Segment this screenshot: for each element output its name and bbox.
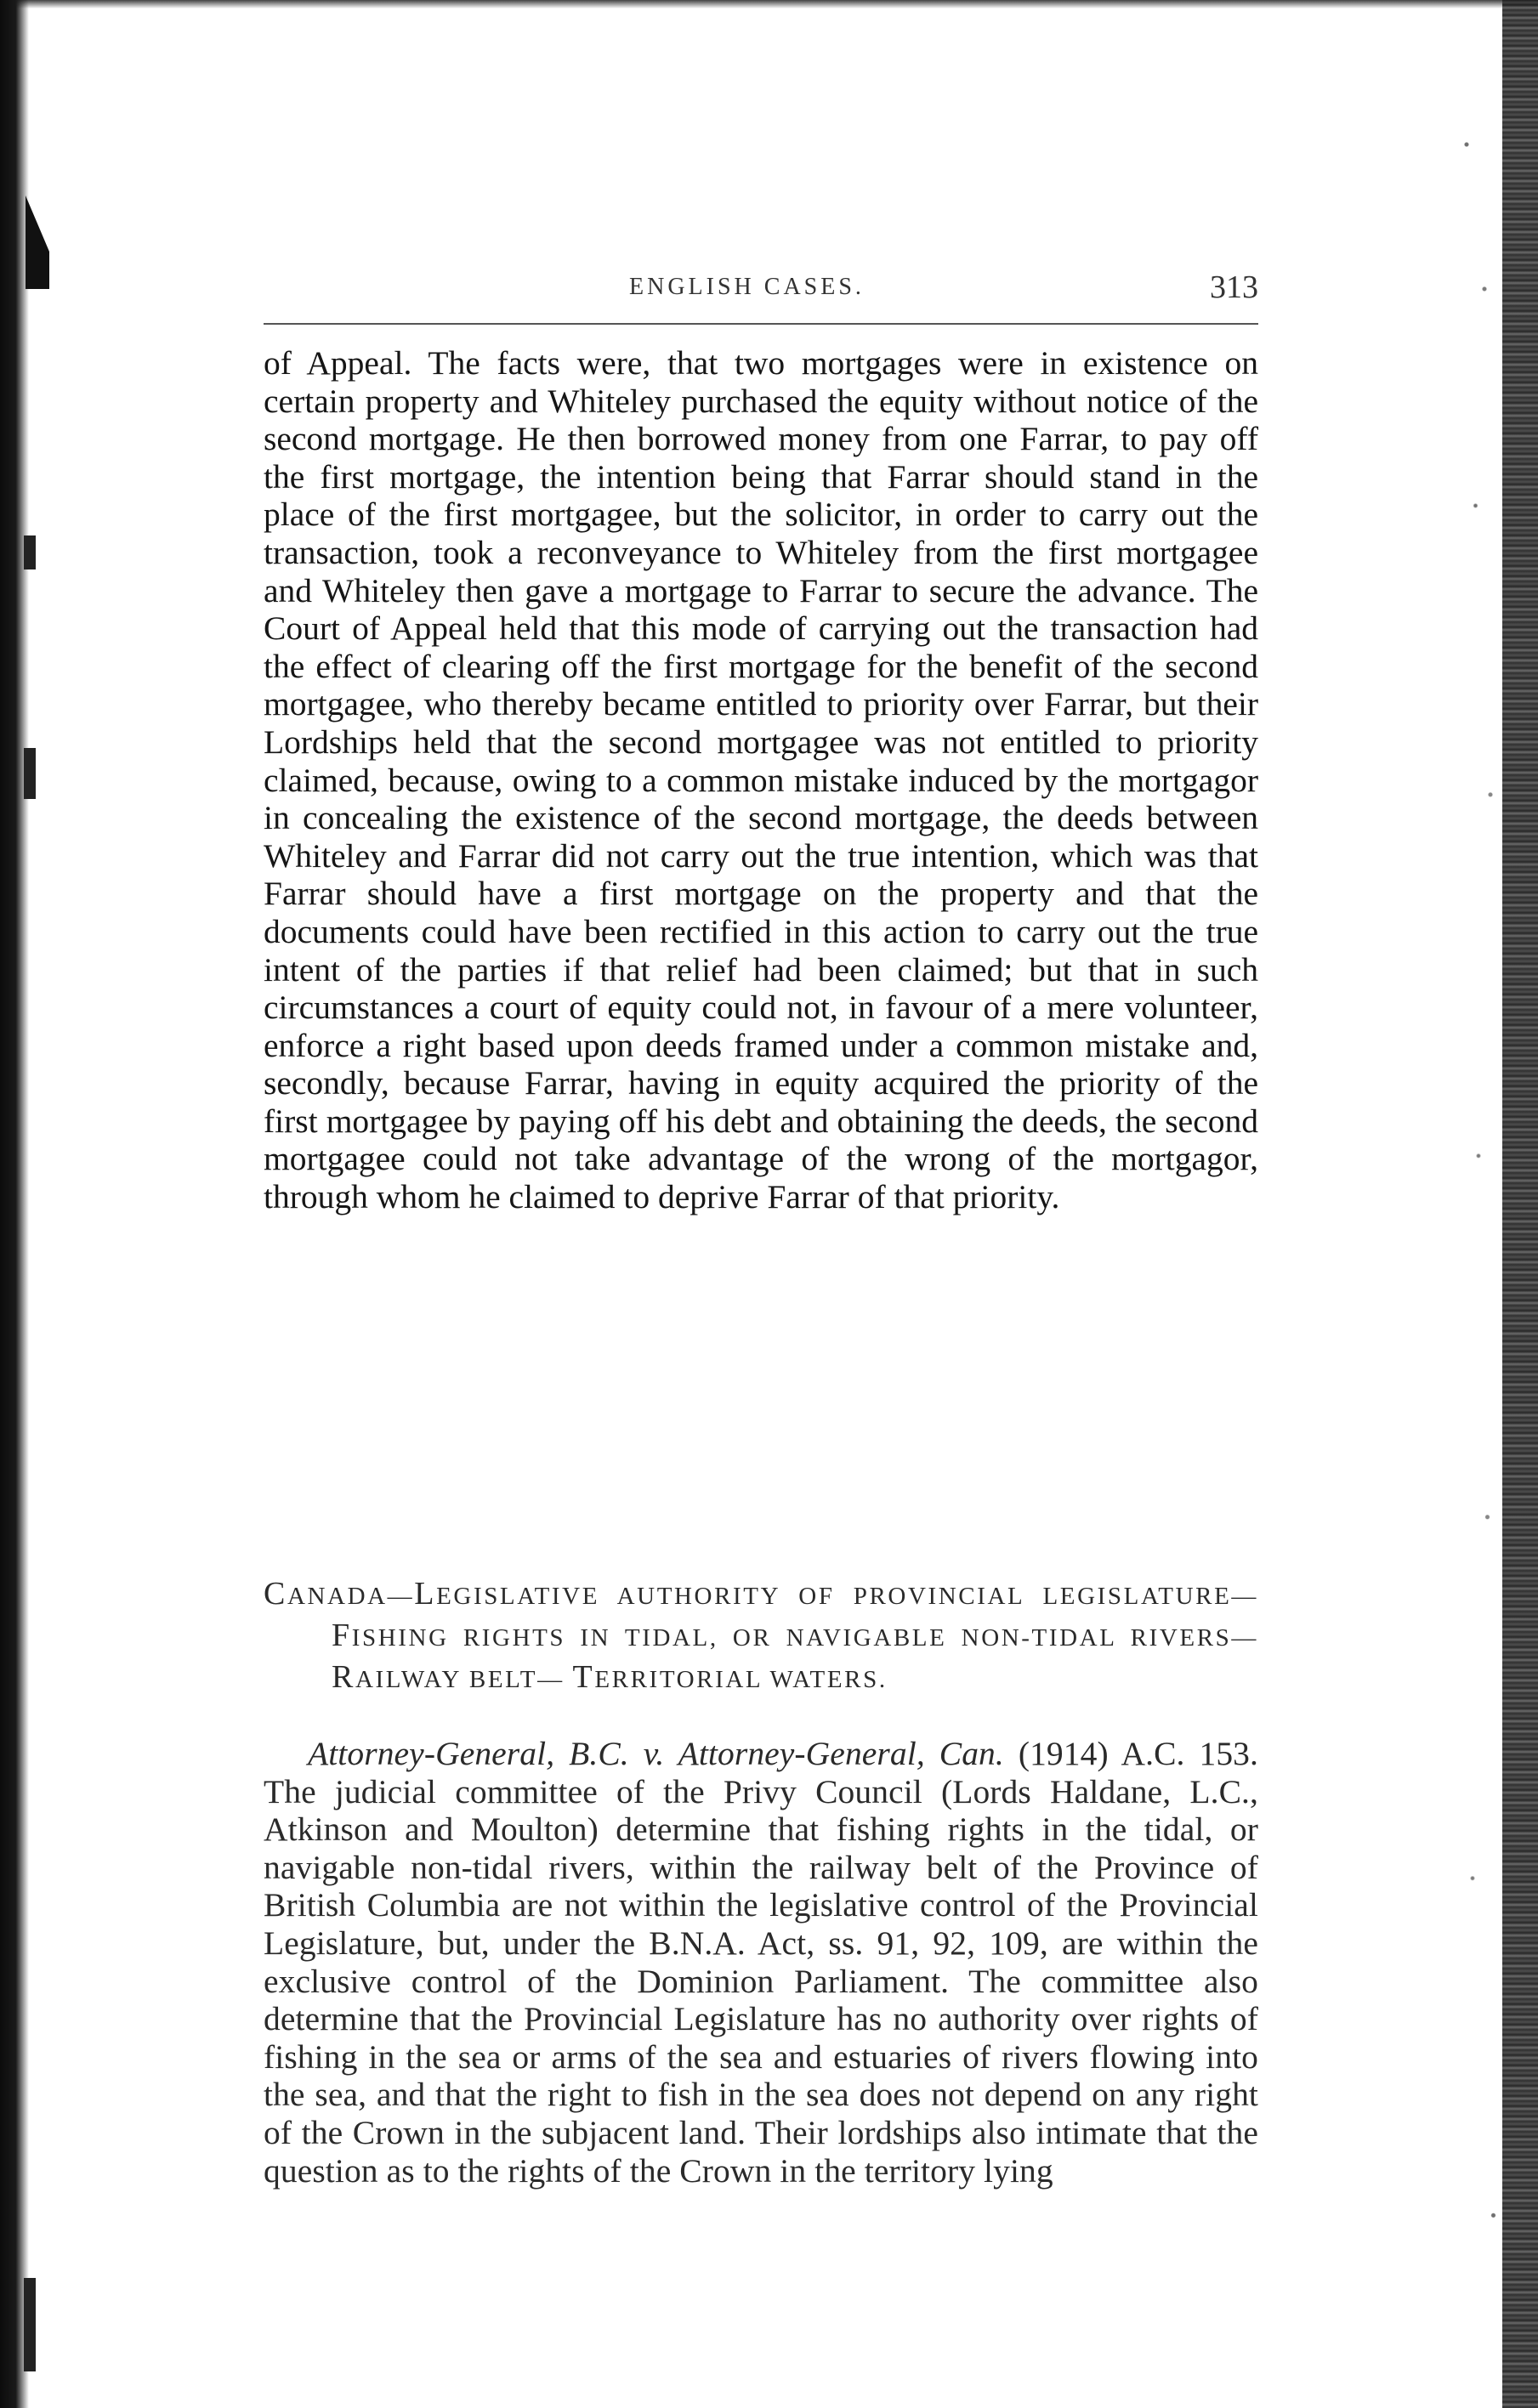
heading-capital: R: [332, 1659, 355, 1695]
heading-text: EGISLATIVE AUTHORITY OF PROVINCIAL LEGISLATURE—: [436, 1583, 1258, 1610]
heading-capital: F: [332, 1618, 352, 1653]
section-heading: [264, 1574, 1258, 1699]
scan-left-mark: [24, 535, 36, 569]
body-paragraph: of Appeal. The facts were, that two mortgages were in existence on certain property and Whiteley purchased the equity without notice of the second mortgage. He then borrowed money from one Farrar, to pay off the first mortgage, the intention being that Farrar should stand in the place of the first mortgagee, but the solicitor, in order to carry out the transaction, took a reconveyance to Whiteley from the first mortgagee and Whiteley then gave a mortgage to Farrar to secure the advance. The Court of Appeal held that this mode of carrying out the transaction had the effect of clearing off the first mortgage for the benefit of the second mortgagee, who thereby became entitled to priority over Farrar, but their Lordships held that the second mortgagee was not entitled to priority claimed, because, owing to a common mistake induced by the mortgagor in concealing the existence of the second mortgage, the deeds between Whiteley and Farrar did not carry out the true intention, which was that Farrar should have a first mortgage on the property and that the documents could have been rectified in this action to carry out the true intent of the parties if that relief had been claimed; but that in such circumstances a court of equity could not, in favour of a mere volunteer, enforce a right based upon deeds framed under a common mistake and, secondly, because Farrar, having in equity acquired the priority of the first mortgagee by paying off his debt and obtaining the deeds, the second mortgagee could not take advantage of the wrong of the mortgagor, through whom he claimed to deprive Farrar of that priority.: [264, 344, 1258, 1216]
heading-capital: C: [264, 1576, 287, 1612]
header-rule: [264, 323, 1258, 325]
page-number: 313: [1210, 269, 1258, 305]
heading-text: AILWAY BELT—: [355, 1666, 573, 1693]
heading-capital: T: [572, 1659, 595, 1695]
heading-text: ANADA—: [287, 1583, 415, 1610]
scan-speckles: [1443, 0, 1502, 2408]
running-header: [264, 269, 1258, 325]
scan-left-mark: [24, 2278, 36, 2371]
case-summary-text: The judicial committee of the Privy Council (Lords Haldane, L.C., Atkinson and Moulton) determine that fishing rights in the tidal, or navigable non-tidal rivers, within the railway belt of the Province of British Columbia are not within the legislative control of the Provincial Legislature, but, under the B.N.A. Act, ss. 91, 92, 109, are within the exclusive control of the Dominion Parliament. The committee also determine that the Provincial Legislature has no authority over rights of fishing in the sea or arms of the sea and estuaries of rivers flowing into the sea, and that the right to fish in the sea does not depend on any right of the Crown in the subjacent land. Their lordships also intimate that the question as to the rights of the Crown in the territory lying: [264, 1772, 1258, 2190]
case-report-reference: (1914) A.C. 153.: [1003, 1735, 1259, 1772]
scan-left-mark: [24, 748, 36, 799]
heading-capital: L: [414, 1576, 437, 1612]
scan-right-edge: [1502, 0, 1538, 2408]
heading-text: ISHING RIGHTS IN TIDAL, OR NAVIGABLE NON-TIDAL RIVERS—: [351, 1624, 1258, 1652]
scan-top-edge: [0, 0, 1538, 8]
case-summary-paragraph: [264, 1735, 1258, 2190]
scan-left-edge: [0, 0, 29, 2408]
case-citation: Attorney-General, B.C. v. Attorney-General, Can.: [308, 1735, 1004, 1772]
scan-left-notch: [26, 195, 49, 289]
heading-text: ERRITORIAL WATERS.: [594, 1666, 888, 1693]
running-title: ENGLISH CASES.: [629, 274, 865, 300]
